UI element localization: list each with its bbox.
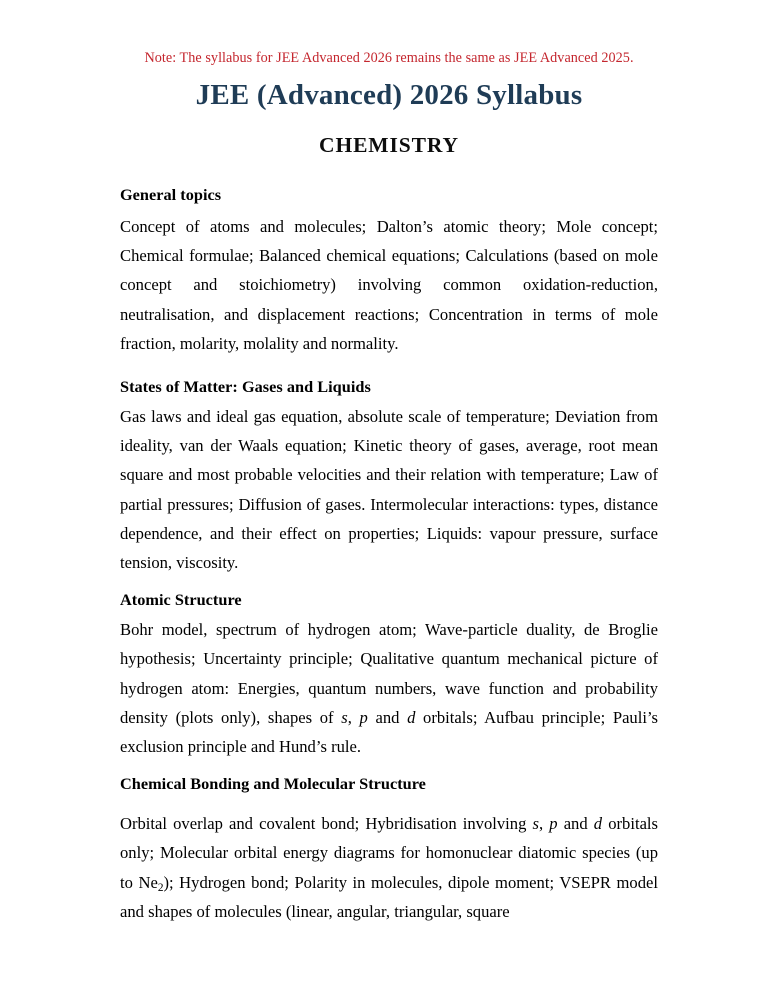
orbital-symbol-d: d xyxy=(593,814,603,834)
section-states-of-matter xyxy=(120,358,658,577)
bonding-text-sep-2: and xyxy=(557,814,594,834)
bonding-text-tail: ); Hydrogen bond; Polarity in molecules, dipole moment; VSEPR model and shapes of molecules (linear, angular, triangular, square xyxy=(120,872,659,921)
bonding-text-sep-1: , xyxy=(538,814,550,834)
atomic-text-sep-2: and xyxy=(367,707,408,727)
orbital-symbol-d: d xyxy=(407,707,416,727)
section-heading-atomic-structure: Atomic Structure xyxy=(120,590,242,610)
atomic-text-sep-1: , xyxy=(347,707,360,727)
section-body-general-topics: Concept of atoms and molecules; Dalton’s atomic theory; Mole concept; Chemical formulae; Balanced chemical equations; Calculations (based on mole concept and stoichiometry) involving common oxidation-reduction, neutralisation, and displacement reactions; Concentration in terms of mole fraction, molarity, molality and normality. xyxy=(120,217,658,353)
syllabus-note: Note: The syllabus for JEE Advanced 2026 remains the same as JEE Advanced 2025. xyxy=(144,50,634,66)
orbital-symbol-s: s xyxy=(341,707,348,727)
section-heading-states-of-matter: States of Matter: Gases and Liquids xyxy=(120,377,371,397)
section-heading-general-topics: General topics xyxy=(120,185,222,204)
orbital-symbol-p: p xyxy=(549,814,558,834)
section-atomic-structure xyxy=(120,577,658,761)
orbital-symbol-s: s xyxy=(532,814,539,834)
bonding-text-lead: Orbital overlap and covalent bond; Hybridisation involving xyxy=(120,814,533,834)
document-title: JEE (Advanced) 2026 Syllabus xyxy=(195,79,583,111)
section-body-states-of-matter: Gas laws and ideal gas equation, absolute scale of temperature; Deviation from ideality, van der Waals equation; Kinetic theory of gases, average, root mean square and most probable velocities and their relation with temperature; Law of partial pressures; Diffusion of gases. Intermolecular interactions: types, distance dependence, and their effect on properties; Liquids: vapour pressure, surface tension, viscosity. xyxy=(120,407,658,573)
orbital-symbol-p: p xyxy=(359,707,368,727)
section-body-chemical-bonding xyxy=(120,809,658,926)
neon-subscript: 2 xyxy=(157,881,164,894)
atomic-text-tail: orbitals; Aufbau principle; Pauli’s exclusion principle and Hund’s rule. xyxy=(120,707,659,757)
page-content xyxy=(120,0,658,926)
section-body-atomic-structure xyxy=(120,615,658,761)
section-heading-chemical-bonding: Chemical Bonding and Molecular Structure xyxy=(120,774,426,794)
bonding-text-mid: orbitals only; Molecular orbital energy diagrams for homonuclear diatomic species (up to Ne xyxy=(120,814,658,892)
section-chemical-bonding xyxy=(120,761,658,926)
subject-title: CHEMISTRY xyxy=(319,133,459,157)
section-general-topics xyxy=(120,158,658,358)
atomic-text-lead: Bohr model, spectrum of hydrogen atom; Wave-particle duality, de Broglie hypothesis; Uncertainty principle; Qualitative quantum mechanical picture of hydrogen atom: Energies, quantum numbers, wave function and probability density (plots only), shapes of xyxy=(120,620,658,727)
